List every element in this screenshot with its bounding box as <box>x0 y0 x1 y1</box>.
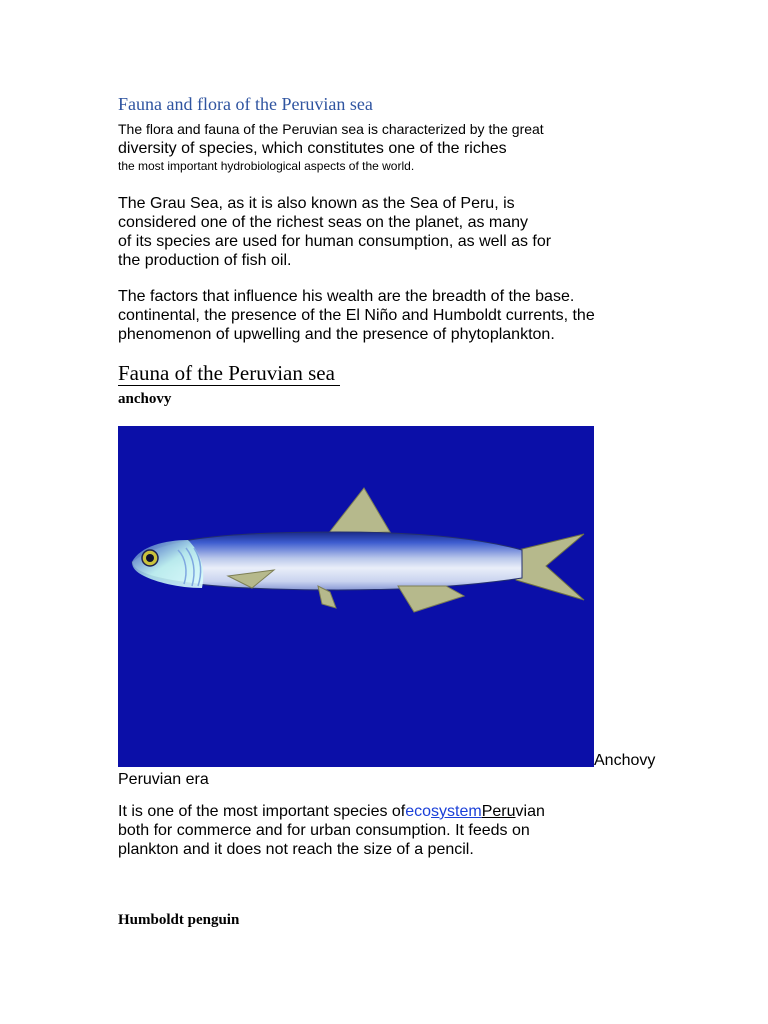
fish-pupil <box>146 554 154 562</box>
paragraph-line: continental, the presence of the El Niño and Humboldt currents, the <box>118 307 595 324</box>
paragraph-line: both for commerce and for urban consumption. It feeds on <box>118 822 530 839</box>
figure-caption: Anchovy <box>594 752 656 769</box>
tail-fin <box>514 534 584 600</box>
anchovy-image <box>118 426 594 767</box>
paragraph-anchovy <box>118 802 545 859</box>
paragraph-line: of its species are used for human consumption, as well as for <box>118 233 552 250</box>
section-title: Fauna of the Peruvian sea <box>118 361 335 385</box>
intro-line-3: the most important hydrobiological aspects of the world. <box>118 159 415 173</box>
figure-caption-continued: Peruvian era <box>118 771 209 788</box>
subsection-title: anchovy <box>118 391 172 407</box>
paragraph-grau-sea <box>118 194 551 270</box>
paragraph-factors <box>118 287 595 344</box>
link-text[interactable]: ystem <box>439 803 482 820</box>
paragraph-line: The factors that influence his wealth are the breadth of the base. <box>118 288 575 305</box>
anchovy-illustration <box>118 426 594 767</box>
paragraph-line: The Grau Sea, as it is also known as the Sea of Peru, is <box>118 195 515 212</box>
link-text[interactable]: eco <box>405 803 432 820</box>
paragraph-text: Peruvian <box>481 803 545 820</box>
paragraph-line: the production of fish oil. <box>118 252 292 269</box>
page-title: Fauna and flora of the Peruvian sea <box>118 94 373 114</box>
section-heading-penguin: Humboldt penguin <box>118 912 240 928</box>
link-text[interactable]: s <box>431 803 440 820</box>
anal-fin <box>398 586 464 612</box>
paragraph-text: It is one of the most important species of <box>118 803 406 820</box>
intro-line-1: The flora and fauna of the Peruvian sea is characterized by the great <box>118 121 544 137</box>
section-title-underline <box>118 385 340 386</box>
paragraph-line: plankton and it does not reach the size of a pencil. <box>118 841 474 858</box>
paragraph-line: phenomenon of upwelling and the presence of phytoplankton. <box>118 326 555 343</box>
paragraph-line: considered one of the richest seas on the planet, as many <box>118 214 529 231</box>
dorsal-fin <box>328 488 390 534</box>
ecosystem-link[interactable] <box>405 803 481 820</box>
intro-line-2: diversity of species, which constitutes one of the riches <box>118 140 507 157</box>
